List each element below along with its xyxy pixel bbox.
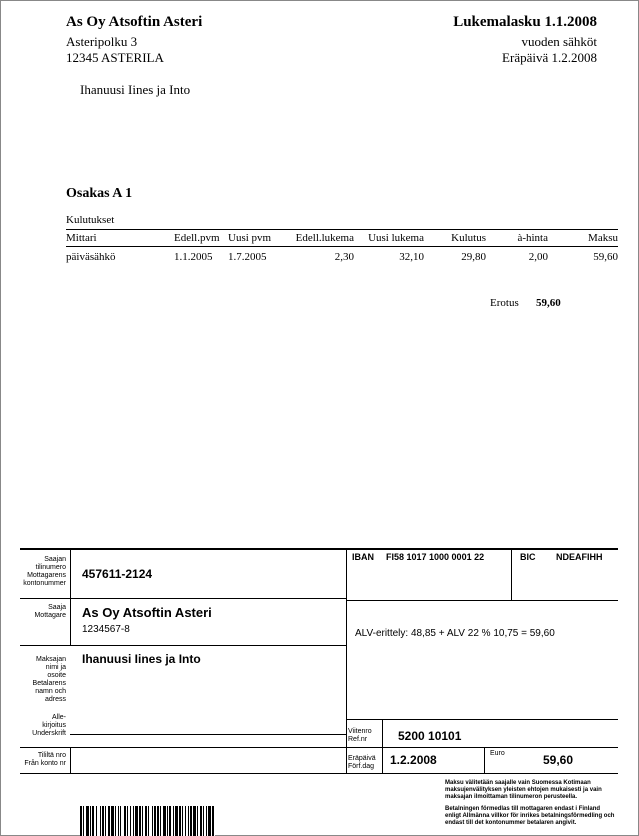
payee-label: Saaja Mottagare xyxy=(34,604,66,619)
column-header: Edell.pvm xyxy=(174,230,228,247)
slip-top-border xyxy=(20,548,618,550)
column-header: Uusi pvm xyxy=(228,230,286,247)
table-cell: 59,60 xyxy=(593,251,618,263)
from-account-label: Tililtä nro Från konto nr xyxy=(24,752,66,767)
column-header: Uusi lukema xyxy=(354,230,424,247)
section-title: Osakas A 1 xyxy=(66,186,133,201)
slip-divider xyxy=(70,548,71,646)
table-cell: päiväsähkö xyxy=(66,251,116,263)
slip-divider xyxy=(484,747,485,774)
vat-breakdown: ALV-erittely: 48,85 + ALV 22 % 10,75 = 59,60 xyxy=(355,628,555,639)
payee-business-id: 1234567-8 xyxy=(82,624,130,635)
table-cell: 2,30 xyxy=(334,251,354,263)
invoice-due-date: Eräpäivä 1.2.2008 xyxy=(502,50,597,65)
table-caption: Kulutukset xyxy=(66,214,115,226)
slip-divider xyxy=(511,548,512,600)
payee-account-number: 457611-2124 xyxy=(82,567,153,581)
recipient-name: Ihanuusi Iines ja Into xyxy=(80,82,191,97)
payer-label: Maksajan nimi ja osoite Betalarens namn och adress xyxy=(32,656,66,703)
column-header: Kulutus xyxy=(424,230,486,247)
barcode-stripe xyxy=(214,806,215,836)
table-cell: 29,80 xyxy=(461,251,486,263)
difference-value: 59,60 xyxy=(536,297,561,309)
signature-field[interactable] xyxy=(80,720,340,732)
due-date-label: Eräpäivä Förf.dag xyxy=(348,755,376,770)
slip-divider xyxy=(382,719,383,774)
table-cell: 2,00 xyxy=(528,251,548,263)
invoice-title: Lukemalasku 1.1.2008 xyxy=(453,14,597,30)
euro-label: Euro xyxy=(490,750,505,757)
difference-label: Erotus xyxy=(490,297,519,309)
payee-name: As Oy Atsoftin Asteri xyxy=(82,605,212,620)
column-header: à-hinta xyxy=(486,230,548,247)
slip-divider xyxy=(70,747,71,773)
payee-account-label: Saajan tilinumero Mottagarens kontonummer xyxy=(23,556,66,587)
table-cell: 1.1.2005 xyxy=(174,251,213,263)
due-date-value: 1.2.2008 xyxy=(390,753,437,767)
invoice-subtitle: vuoden sähköt xyxy=(521,34,597,49)
slip-divider xyxy=(20,747,618,748)
slip-divider xyxy=(20,645,346,646)
payment-barcode xyxy=(80,806,384,836)
column-header: Mittari xyxy=(66,230,174,247)
table-header-row xyxy=(66,230,618,247)
bic-value: NDEAFIHH xyxy=(556,552,603,562)
slip-divider xyxy=(20,598,346,599)
iban-label: IBAN xyxy=(352,552,374,562)
payment-slip xyxy=(20,548,618,774)
column-header: Maksu xyxy=(548,230,618,247)
payer-name: Ihanuusi Iines ja Into xyxy=(82,652,201,666)
slip-divider xyxy=(346,600,618,601)
terms-note-sv: Betalningen förmedlas till mottagaren endast i Finland enligt Allmänna villkor för inrikes betalningsförmedling och endast till det kontonummer betalaren angivit. xyxy=(445,806,615,826)
slip-bottom-border xyxy=(20,773,618,774)
terms-note-fi: Maksu välitetään saajalle vain Suomessa Kotimaan maksujenvälityksen yleisten ehtojen mukaisesti ja vain maksajan ilmoittaman tilinumeron perusteella. xyxy=(445,780,602,800)
column-header: Edell.lukema xyxy=(286,230,354,247)
signature-line xyxy=(70,734,346,735)
signature-label: Alle- kirjoitus Underskrift xyxy=(32,714,66,737)
amount-value: 59,60 xyxy=(543,753,574,767)
table-cell: 32,10 xyxy=(399,251,424,263)
reference-number: 5200 10101 xyxy=(398,729,462,743)
consumption-table xyxy=(66,229,618,267)
sender-company: As Oy Atsoftin Asteri xyxy=(66,14,203,30)
table-row xyxy=(66,247,618,268)
slip-divider xyxy=(346,548,347,774)
sender-street: Asteripolku 3 xyxy=(66,34,138,49)
bic-label: BIC xyxy=(520,552,536,562)
slip-divider xyxy=(346,719,618,720)
table-cell: 1.7.2005 xyxy=(228,251,267,263)
iban-value: FI58 1017 1000 0001 22 xyxy=(386,552,485,562)
from-account-field[interactable] xyxy=(80,751,340,769)
sender-city: 12345 ASTERILA xyxy=(66,50,164,65)
reference-label: Viitenro Ref.nr xyxy=(348,728,372,743)
